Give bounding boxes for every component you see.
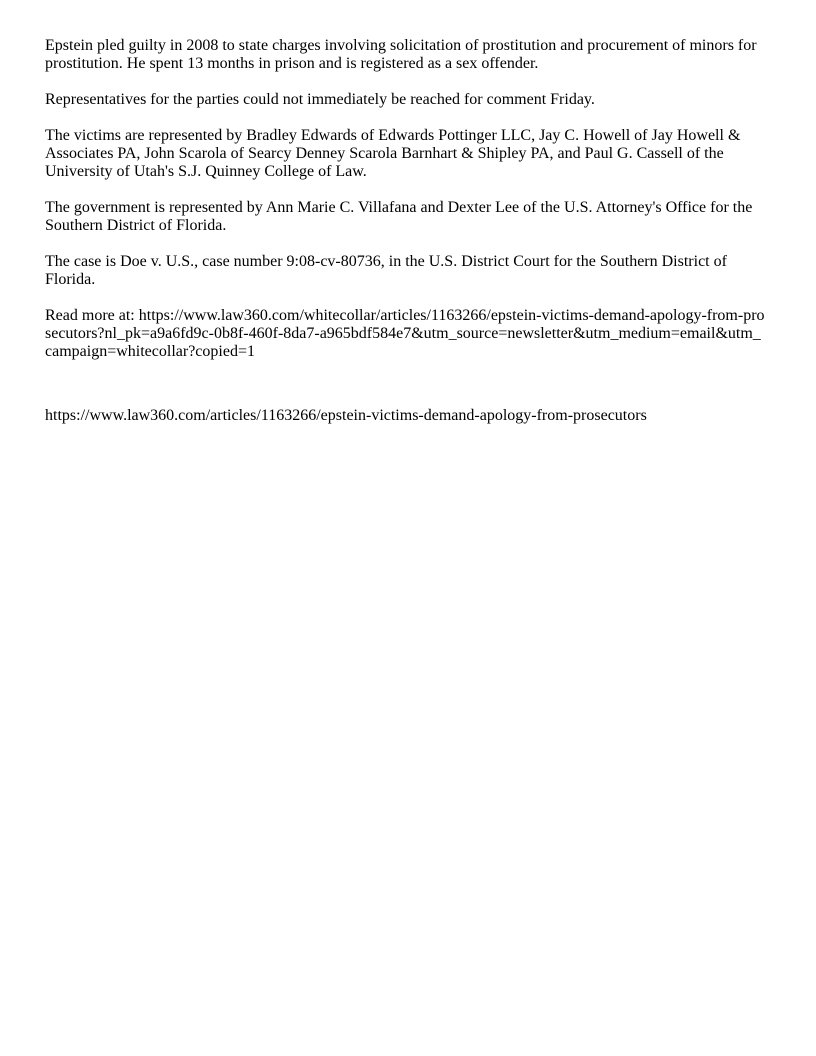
document-page bbox=[45, 37, 767, 443]
read-more-line bbox=[45, 307, 767, 361]
paragraph-case-info: The case is Doe v. U.S., case number 9:08-cv-80736, in the U.S. District Court for the Southern District of Florida. bbox=[45, 253, 727, 288]
paragraph-victims-counsel: The victims are represented by Bradley Edwards of Edwards Pottinger LLC, Jay C. Howell of Jay Howell & Associates PA, John Scarola of Searcy Denney Scarola Barnhart & Shipley PA, and Paul G. Cassell of the University of Utah's S.J. Quinney College of Law. bbox=[45, 127, 741, 180]
paragraph-epstein-plea: Epstein pled guilty in 2008 to state charges involving solicitation of prostitution and procurement of minors for prostitution. He spent 13 months in prison and is registered as a sex offender. bbox=[45, 37, 757, 72]
paragraph-representatives-comment: Representatives for the parties could not immediately be reached for comment Friday. bbox=[45, 91, 595, 108]
source-url: https://www.law360.com/articles/1163266/epstein-victims-demand-apology-from-prosecutors bbox=[45, 407, 647, 424]
read-more-label: Read more at: bbox=[45, 307, 139, 324]
paragraph-government-counsel: The government is represented by Ann Marie C. Villafana and Dexter Lee of the U.S. Attorney's Office for the Southern District of Florida. bbox=[45, 199, 753, 234]
read-more-url: https://www.law360.com/whitecollar/articles/1163266/epstein-victims-demand-apology-from-prosecutors?nl_pk=a9a6fd9c-0b8f-460f-8da7-a965bdf584e7&utm_source=newsletter&utm_medium=email&utm_campaign=whitecollar?copied=1 bbox=[45, 307, 765, 360]
spacer bbox=[45, 379, 767, 407]
